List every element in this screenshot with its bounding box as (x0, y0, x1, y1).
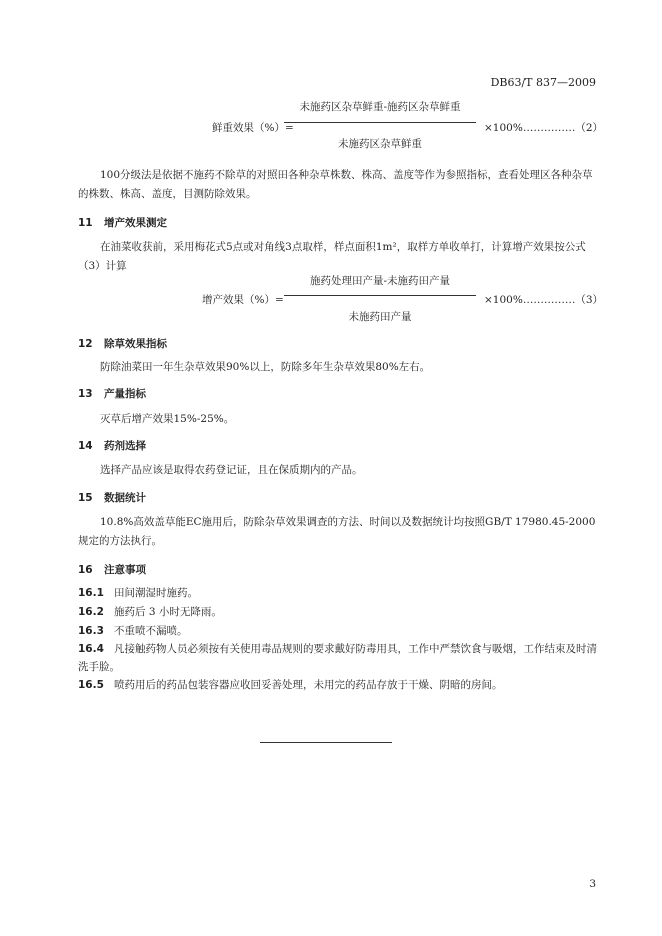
formula-3-denominator: 未施药田产量 (348, 311, 412, 323)
paragraph-100-method: 100分级法是依据不施药不除草的对照田各种杂草株数、株高、盖度等作为参照指标，查看处理区各种杂草的株数、株高、盖度，目测防除效果。 (78, 169, 593, 200)
section-13-heading: 13 产量指标 (78, 388, 146, 400)
note-16-1: 16.1 田间潮湿时施药。 (78, 587, 198, 599)
formula-2-fraction-bar (284, 122, 476, 123)
section-16-heading: 16 注意事项 (78, 564, 146, 576)
end-rule (260, 742, 392, 743)
paragraph-15: 10.8%高效盖草能EC施用后，防除杂草效果调查的方法、时间以及数据统计均按照GB/T 17980.45-2000 规定的方法执行。 (78, 516, 596, 547)
section-15-heading: 15 数据统计 (78, 492, 146, 504)
paragraph-13: 灭草后增产效果15%-25%。 (100, 413, 235, 425)
note-16-5: 16.5 喷药用后的药品包装容器应收回妥善处理，未用完的药品存放于干燥、阴暗的房间。 (78, 679, 503, 691)
paragraph-12: 防除油菜田一年生杂草效果90%以上，防除多年生杂草效果80%左右。 (100, 361, 431, 373)
section-12-heading: 12 除草效果指标 (78, 338, 167, 350)
section-14-heading: 14 药剂选择 (78, 440, 146, 452)
formula-3-numerator: 施药处理田产量-未施药田产量 (309, 275, 451, 287)
section-11-heading: 11 增产效果测定 (78, 217, 167, 229)
formula-3-label: 增产效果（%）= (202, 294, 284, 306)
note-16-4: 16.4 凡接触药物人员必须按有关使用毒品规则的要求戴好防毒用具，工作中严禁饮食与吸烟，工作结束及时清洗手脸。 (78, 643, 597, 673)
document-code: DB63/T 837—2009 (490, 76, 596, 89)
note-16-3: 16.3 不重喷不漏喷。 (78, 625, 188, 637)
page-number: 3 (589, 878, 596, 890)
paragraph-11: 在油菜收获前，采用梅花式5点或对角线3点取样，样点面积1m²，取样方单收单打，计算增产效果按公式（3）计算 (78, 241, 586, 272)
note-16-2: 16.2 施药后 3 小时无降雨。 (78, 606, 222, 618)
formula-2-numerator: 未施药区杂草鲜重-施药区杂草鲜重 (299, 101, 461, 113)
formula-2-tail: ×100%……………（2） (484, 122, 603, 134)
paragraph-14: 选择产品应该是取得农药登记证，且在保质期内的产品。 (100, 464, 363, 476)
formula-2-denominator: 未施药区杂草鲜重 (338, 138, 422, 150)
formula-3-fraction-bar (284, 295, 476, 296)
formula-2-label: 鲜重效果（%）= (212, 122, 294, 134)
formula-3-tail: ×100%……………（3） (484, 294, 603, 306)
